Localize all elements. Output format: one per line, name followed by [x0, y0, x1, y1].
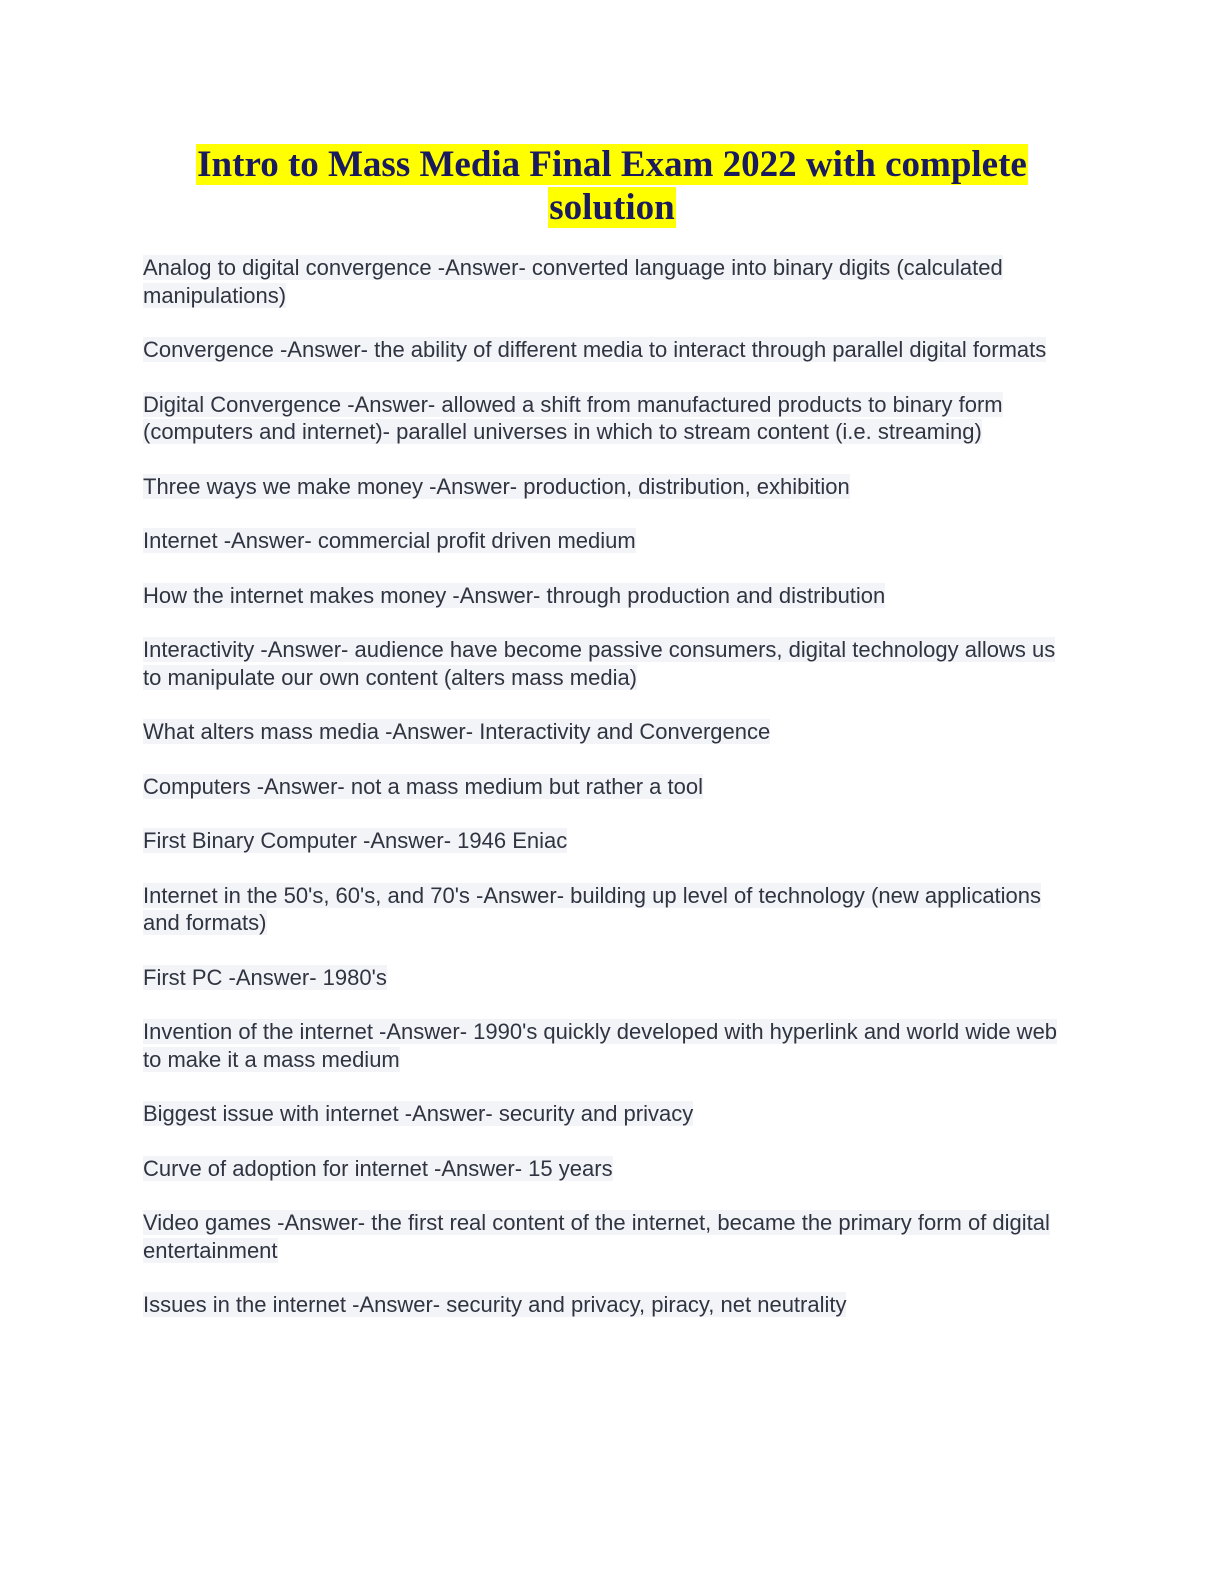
qa-item-text: Internet -Answer- commercial profit driven medium — [143, 528, 636, 553]
qa-item-text: First PC -Answer- 1980's — [143, 964, 387, 990]
qa-list — [143, 254, 1068, 1346]
qa-item-text: Curve of adoption for internet -Answer- 15 years — [143, 1155, 613, 1181]
qa-item — [143, 336, 1068, 364]
qa-item-text: Analog to digital convergence -Answer- converted language into binary digits (calculated manipulations) — [143, 255, 1003, 308]
qa-item-text: Digital Convergence -Answer- allowed a shift from manufactured products to binary form (computers and internet)- parallel universes in which to stream content (i.e. streaming) — [143, 391, 1003, 444]
document-title-text: Intro to Mass Media Final Exam 2022 with complete solution — [197, 144, 1027, 228]
qa-item — [143, 718, 1068, 746]
qa-item-text: Interactivity -Answer- audience have become passive consumers, digital technology allows us to manipulate our own content (alters mass media) — [143, 637, 1056, 690]
qa-item — [143, 636, 1068, 691]
qa-item — [143, 827, 1068, 855]
title-block — [150, 143, 1074, 229]
qa-item — [143, 473, 1068, 501]
qa-item — [143, 527, 1068, 555]
qa-item-text: Internet in the 50's, 60's, and 70's -Answer- building up level of technology (new applications and formats) — [143, 882, 1042, 935]
qa-item-text: Three ways we make money -Answer- production, distribution, exhibition — [143, 473, 850, 499]
qa-item — [143, 773, 1068, 801]
qa-item-text: First Binary Computer -Answer- 1946 Eniac — [143, 828, 568, 853]
qa-item-text: Invention of the internet -Answer- 1990's quickly developed with hyperlink and world wide web to make it a mass medium — [143, 1019, 1058, 1072]
qa-item — [143, 1100, 1068, 1128]
document-title — [150, 143, 1074, 229]
qa-item-text: How the internet makes money -Answer- through production and distribution — [143, 582, 886, 608]
qa-item — [143, 582, 1068, 610]
qa-item — [143, 1291, 1068, 1319]
qa-item — [143, 964, 1068, 992]
qa-item — [143, 882, 1068, 937]
qa-item — [143, 254, 1068, 309]
qa-item — [143, 391, 1068, 446]
qa-item — [143, 1155, 1068, 1183]
qa-item — [143, 1018, 1068, 1073]
qa-item — [143, 1209, 1068, 1264]
qa-item-text: Issues in the internet -Answer- security and privacy, piracy, net neutrality — [143, 1292, 847, 1317]
qa-item-text: Computers -Answer- not a mass medium but rather a tool — [143, 773, 704, 799]
qa-item-text: Video games -Answer- the first real content of the internet, became the primary form of digital entertainment — [143, 1210, 1050, 1263]
qa-item-text: What alters mass media -Answer- Interactivity and Convergence — [143, 719, 771, 744]
qa-item-text: Biggest issue with internet -Answer- security and privacy — [143, 1101, 694, 1126]
qa-item-text: Convergence -Answer- the ability of different media to interact through parallel digital formats — [143, 337, 1047, 362]
